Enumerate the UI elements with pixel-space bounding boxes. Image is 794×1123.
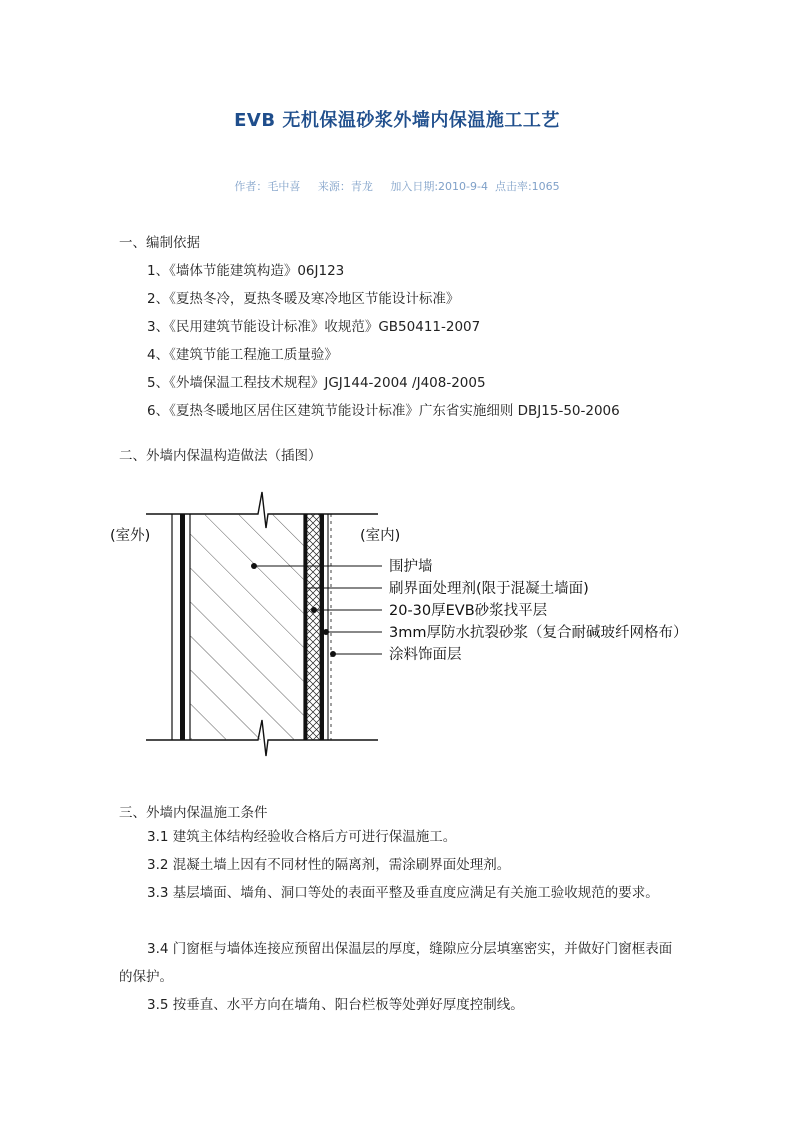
reference-item: 4、《建筑节能工程施工质量验》 bbox=[147, 347, 338, 363]
indoor-label: (室内) bbox=[360, 528, 401, 544]
layer-label: 刷界面处理剂(限于混凝土墙面) bbox=[389, 581, 589, 597]
structural-wall bbox=[190, 514, 304, 740]
source-text: 来源：青龙 bbox=[317, 180, 373, 193]
section2-heading: 二、外墙内保温构造做法（插图） bbox=[119, 448, 322, 464]
section3-heading: 三、外墙内保温施工条件 bbox=[119, 805, 268, 821]
date-text: 加入日期:2010-9-4 bbox=[390, 180, 488, 193]
layer-label: 涂料饰面层 bbox=[389, 647, 462, 663]
layer-label: 围护墙 bbox=[389, 559, 433, 575]
page-title: EVB 无机保温砂浆外墙内保温施工工艺 bbox=[234, 110, 560, 131]
condition-item: 3.4 门窗框与墙体连接应预留出保温层的厚度，缝隙应分层填塞密实，并做好门窗框表面的保护。 bbox=[119, 941, 673, 985]
outdoor-label: (室外) bbox=[110, 528, 151, 544]
reference-item: 3、《民用建筑节能设计标准》收规范》GB50411-2007 bbox=[147, 319, 481, 335]
condition-item: 3.1 建筑主体结构经验收合格后方可进行保温施工。 bbox=[147, 829, 457, 845]
article-meta bbox=[0, 178, 794, 194]
reference-item: 1、《墙体节能建筑构造》06J123 bbox=[147, 263, 345, 279]
condition-item: 3.3 基层墙面、墙角、洞口等处的表面平整及垂直度应满足有关施工验收规范的要求。 bbox=[147, 885, 659, 901]
reference-item: 5、《外墙保温工程技术规程》JGJ144-2004 /J408-2005 bbox=[147, 375, 486, 391]
section1-heading: 一、编制依据 bbox=[119, 235, 200, 251]
clicks-text: 点击率:1065 bbox=[494, 180, 560, 193]
wall-section-diagram bbox=[110, 488, 730, 770]
condition-item: 3.2 混凝土墙上因有不同材性的隔离剂，需涂刷界面处理剂。 bbox=[147, 857, 511, 873]
reference-item: 6、《夏热冬暖地区居住区建筑节能设计标准》广东省实施细则 DBJ15-50-2006 bbox=[147, 403, 620, 419]
layer-label: 3mm厚防水抗裂砂浆（复合耐碱玻纤网格布） bbox=[389, 625, 688, 641]
reference-item: 2、《夏热冬冷，夏热冬暖及寒冷地区节能设计标准》 bbox=[147, 291, 460, 307]
layer-label: 20-30厚EVB砂浆找平层 bbox=[389, 603, 548, 619]
evb-mortar-layer bbox=[307, 514, 320, 740]
condition-item: 3.5 按垂直、水平方向在墙角、阳台栏板等处弹好厚度控制线。 bbox=[147, 997, 524, 1013]
author-text: 作者：毛中喜 bbox=[234, 180, 301, 193]
